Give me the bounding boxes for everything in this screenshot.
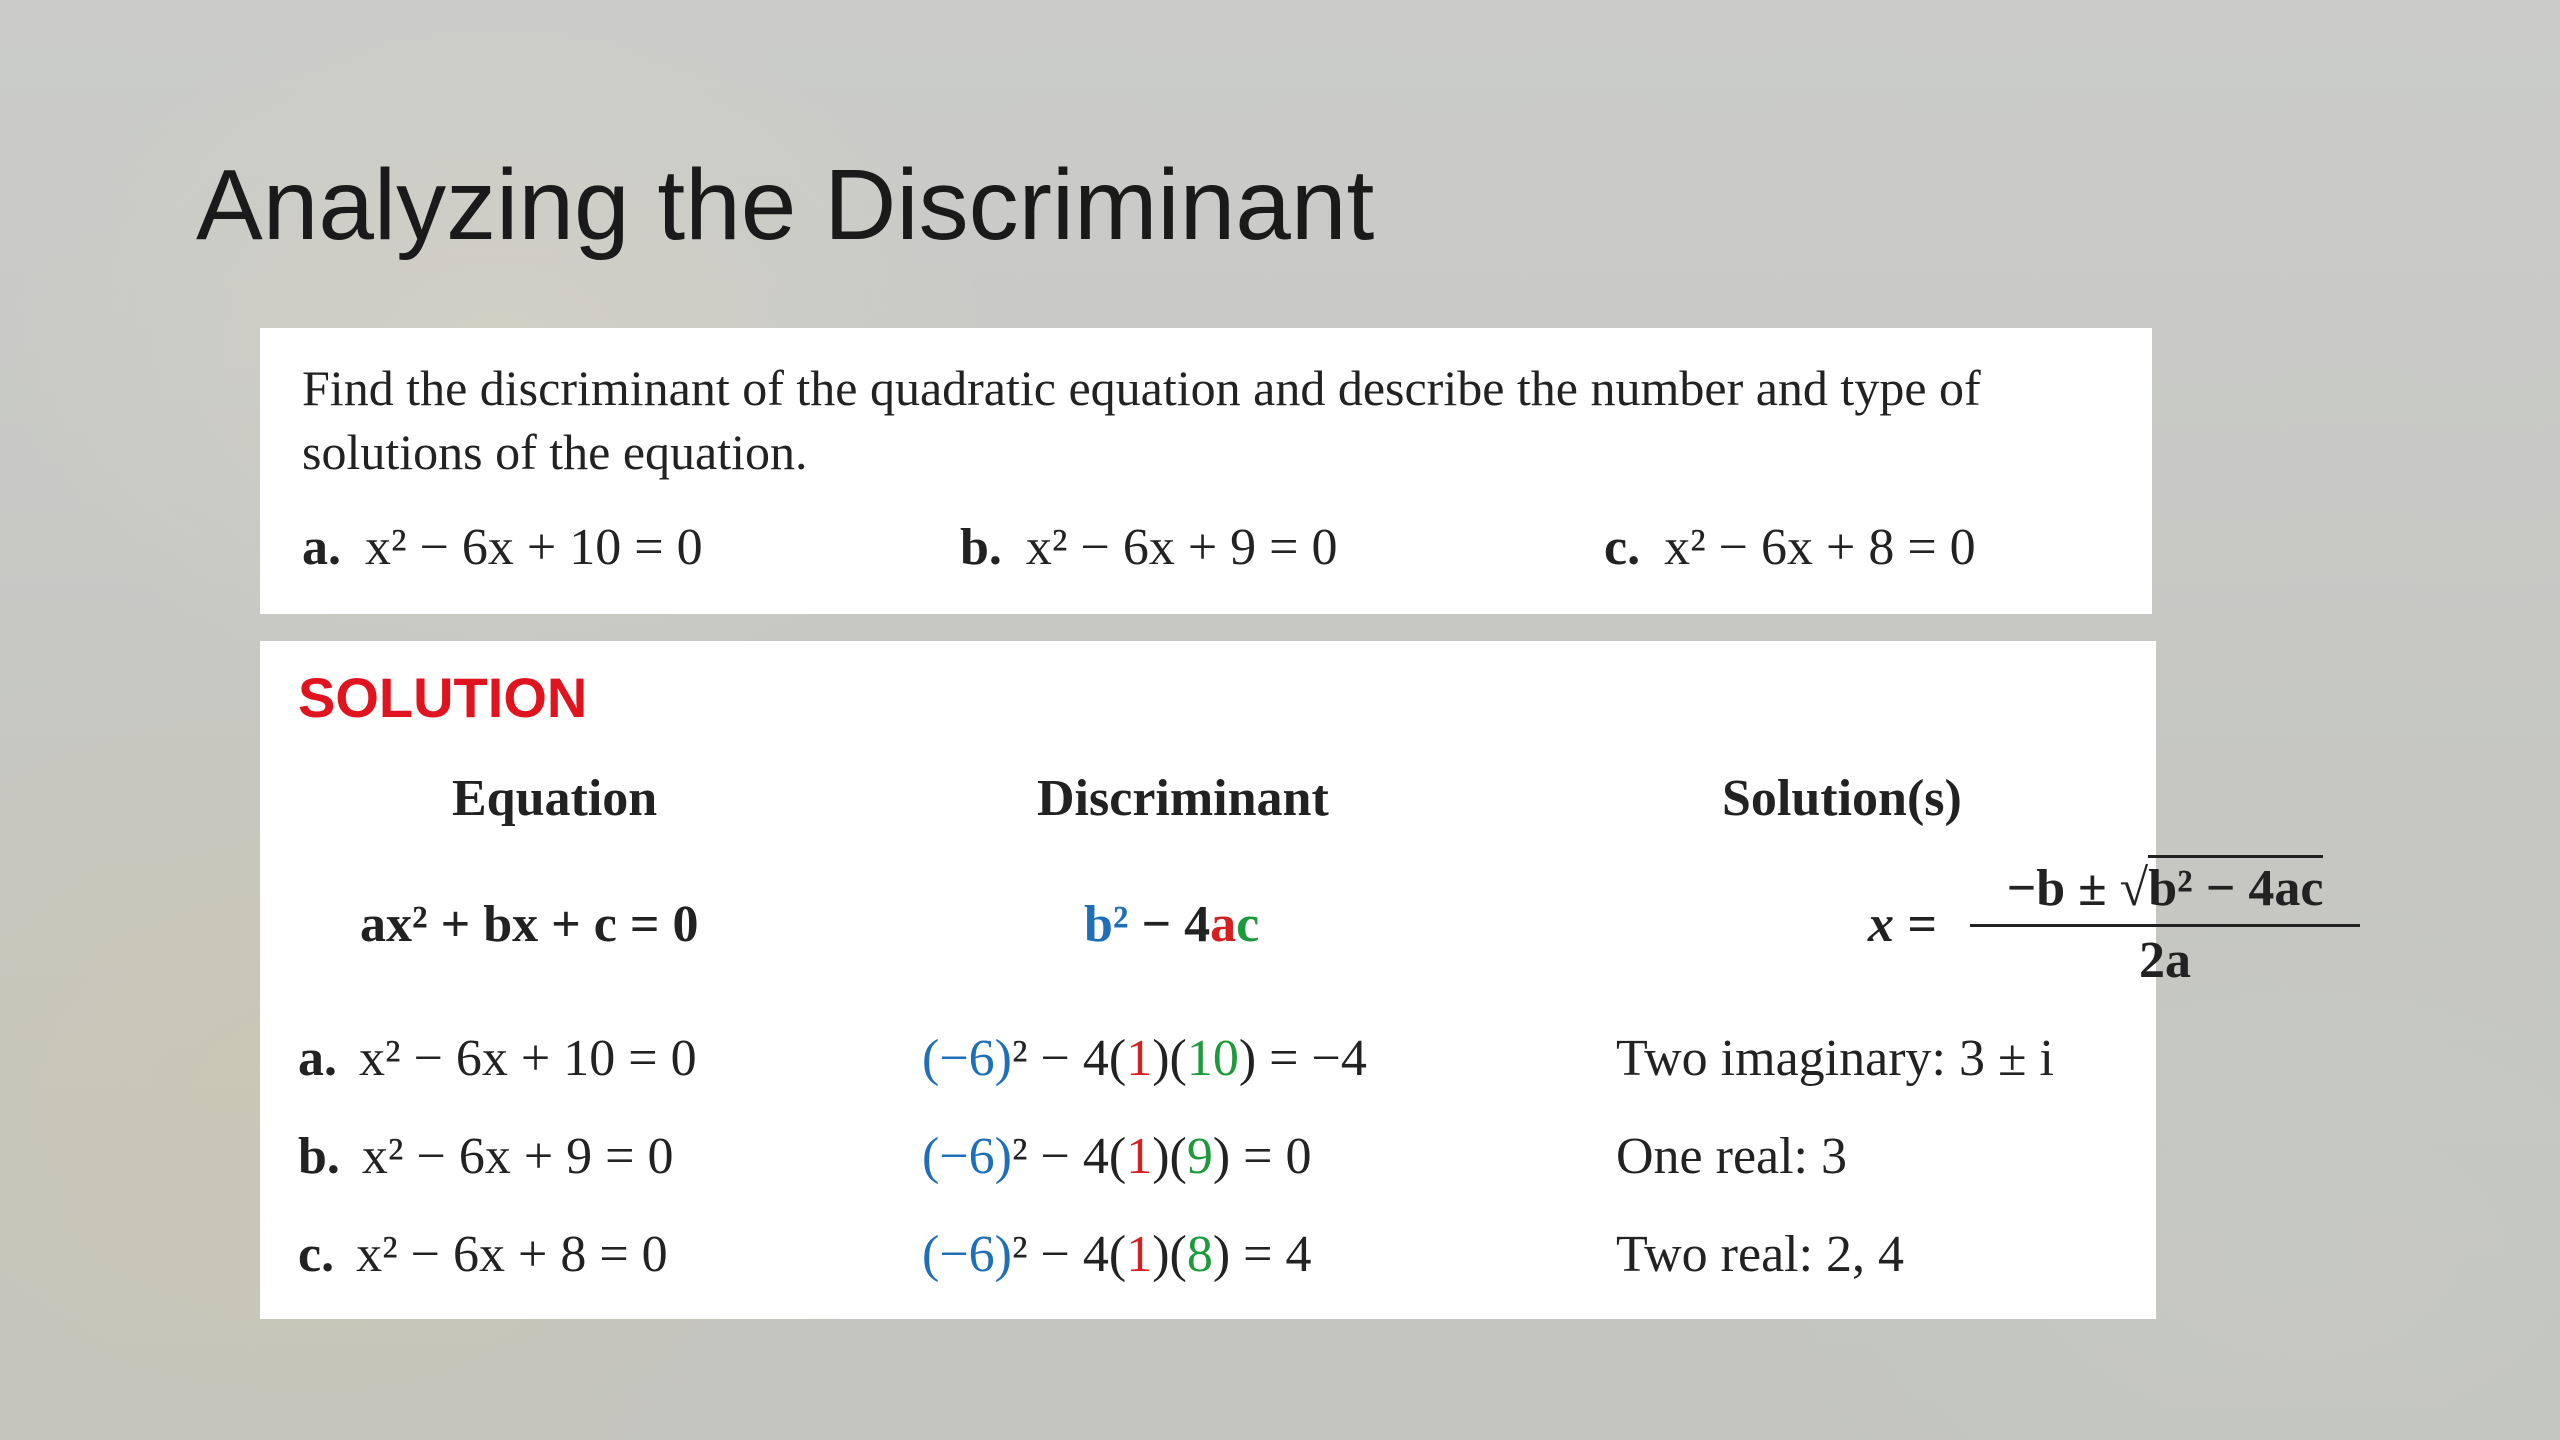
problem-card <box>260 328 2152 614</box>
row-label: c. <box>298 1226 335 1283</box>
column-header-discriminant: Discriminant <box>1037 770 1329 827</box>
solution-heading: SOLUTION <box>298 666 588 729</box>
row-end: ) = 4 <box>1212 1226 1312 1283</box>
table-row-equation <box>298 1029 697 1088</box>
problem-part-b <box>960 518 1338 577</box>
row-equation: x² − 6x + 9 = 0 <box>361 1128 674 1185</box>
row-b-value: (−6) <box>922 1226 1012 1283</box>
table-row-discriminant <box>922 1225 1312 1284</box>
row-mid2: )( <box>1152 1226 1187 1283</box>
formula-numerator-prefix: −b ± √ <box>2006 860 2149 917</box>
problem-part-c <box>1604 518 1976 577</box>
row-c-value: 9 <box>1186 1128 1213 1185</box>
part-equation: x² − 6x + 10 = 0 <box>365 519 703 576</box>
part-equation: x² − 6x + 9 = 0 <box>1025 519 1338 576</box>
table-row-solutions: Two real: 2, 4 <box>1616 1226 1905 1283</box>
quadratic-formula-fraction <box>1970 859 2360 990</box>
row-a-value: 1 <box>1126 1226 1153 1283</box>
row-a-value: 1 <box>1126 1128 1153 1185</box>
row-b-value: (−6) <box>922 1030 1012 1087</box>
formula-radicand: b² − 4ac <box>2148 855 2323 917</box>
row-a-value: 1 <box>1126 1030 1153 1087</box>
part-equation: x² − 6x + 8 = 0 <box>1664 519 1976 576</box>
general-equation: ax² + bx + c = 0 <box>360 896 699 953</box>
table-row-solutions: Two imaginary: 3 ± i <box>1616 1030 2054 1087</box>
row-mid: ² − 4( <box>1011 1226 1127 1283</box>
formula-numerator <box>1970 859 2360 927</box>
table-row-discriminant <box>922 1127 1312 1186</box>
general-discriminant <box>1084 895 1259 954</box>
problem-prompt: Find the discriminant of the quadratic equation and describe the number and type of solutions of the equation. <box>302 360 1981 480</box>
row-label: b. <box>298 1128 340 1185</box>
row-c-value: 8 <box>1186 1226 1213 1283</box>
row-c-value: 10 <box>1186 1030 1239 1087</box>
table-row-solutions: One real: 3 <box>1616 1128 1848 1185</box>
row-end: ) = −4 <box>1238 1030 1367 1087</box>
row-label: a. <box>298 1030 337 1087</box>
discriminant-minus-four: − 4 <box>1128 896 1211 953</box>
solution-card <box>260 641 2324 1319</box>
row-mid2: )( <box>1152 1128 1187 1185</box>
row-b-value: (−6) <box>922 1128 1012 1185</box>
part-label: a. <box>302 519 341 576</box>
slide-title: Analyzing the Discriminant <box>196 149 1375 261</box>
formula-denominator: 2a <box>2139 932 2191 989</box>
part-label: c. <box>1604 519 1641 576</box>
row-end: ) = 0 <box>1212 1128 1312 1185</box>
row-mid2: )( <box>1152 1030 1187 1087</box>
row-equation: x² − 6x + 10 = 0 <box>359 1030 697 1087</box>
part-label: b. <box>960 519 1002 576</box>
table-row-equation <box>298 1225 668 1284</box>
row-equation: x² − 6x + 8 = 0 <box>356 1226 668 1283</box>
table-row-equation <box>298 1127 674 1186</box>
table-row-discriminant <box>922 1029 1367 1088</box>
column-header-equation: Equation <box>452 770 658 827</box>
problem-part-a <box>302 518 703 577</box>
discriminant-a-term: a <box>1210 896 1237 953</box>
quadratic-formula-lhs: x = <box>1868 896 1937 953</box>
column-header-solutions: Solution(s) <box>1722 770 1962 827</box>
discriminant-c-term: c <box>1236 896 1260 953</box>
row-mid: ² − 4( <box>1011 1128 1127 1185</box>
row-mid: ² − 4( <box>1011 1030 1127 1087</box>
discriminant-b-term: b² <box>1084 896 1129 953</box>
